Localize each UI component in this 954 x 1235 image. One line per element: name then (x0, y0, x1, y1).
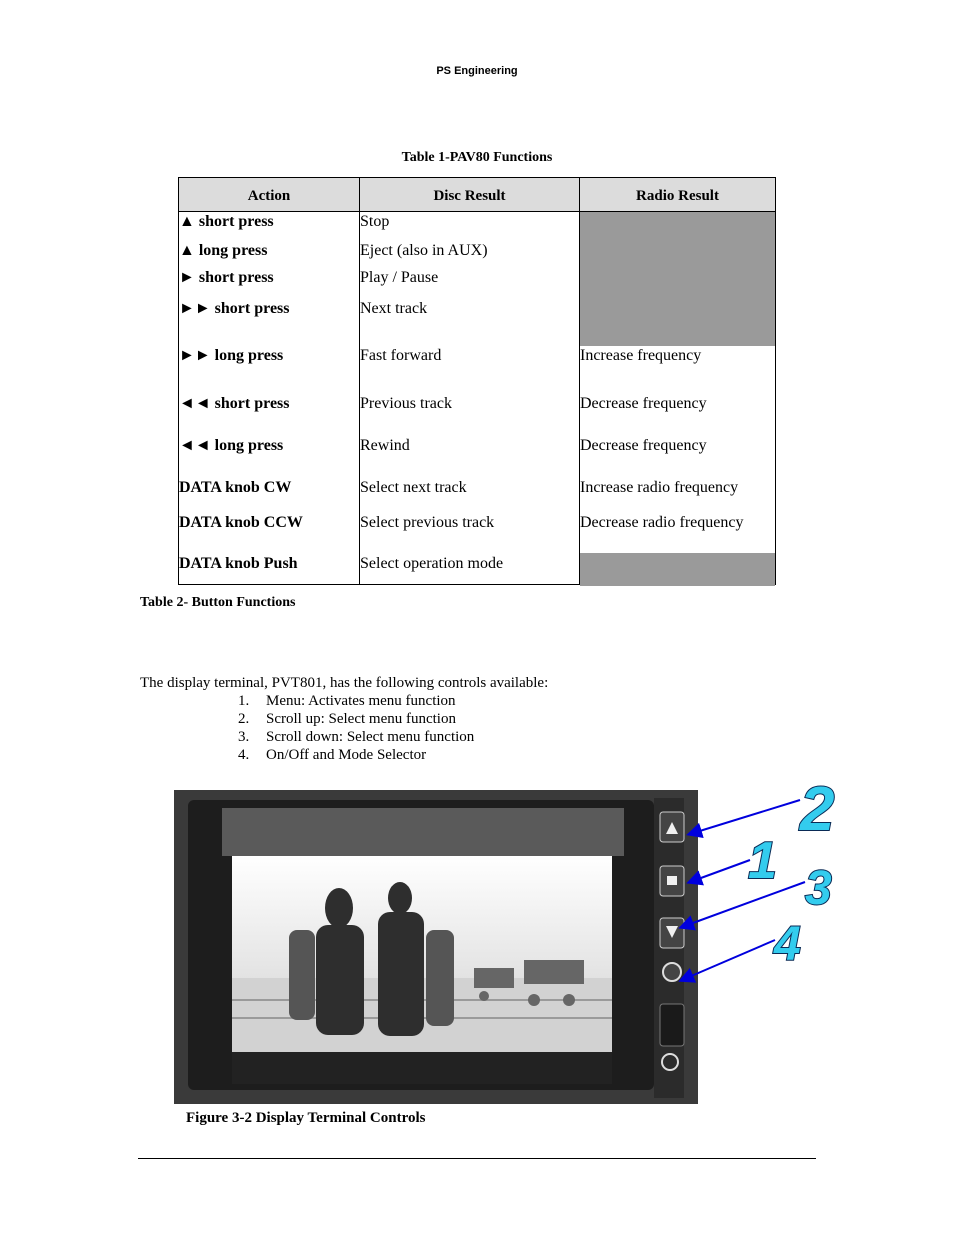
radio-shaded-region (580, 553, 775, 586)
callout-label: 3 (805, 862, 832, 915)
action-cell: DATA knob Push (179, 555, 298, 572)
disc-result-cell: Select next track (360, 479, 467, 496)
radio-result-cell: Increase frequency (580, 347, 702, 364)
action-cell: DATA knob CW (179, 479, 292, 496)
action-cell: ► short press (179, 269, 274, 286)
callout-label: 2 (800, 775, 835, 844)
list-item: 1. Menu: Activates menu function (238, 693, 456, 709)
action-cell: DATA knob CCW (179, 514, 303, 531)
action-header: Action (179, 178, 359, 212)
action-cell: ◄◄ short press (179, 395, 290, 412)
list-item: 4. On/Off and Mode Selector (238, 747, 427, 763)
disc-result-cell: Fast forward (360, 347, 442, 364)
action-cell: ◄◄ long press (179, 437, 284, 454)
display-terminal-photo (174, 790, 698, 1104)
radio-header: Radio Result (580, 178, 775, 212)
action-cell: ▲ long press (179, 242, 268, 259)
page-header: PS Engineering (436, 65, 518, 77)
table2-caption: Table 2- Button Functions (140, 595, 296, 610)
disc-result-cell: Rewind (360, 437, 410, 454)
figure-caption: Figure 3-2 Display Terminal Controls (186, 1110, 426, 1126)
list-item: 2. Scroll up: Select menu function (238, 711, 456, 727)
disc-header: Disc Result (360, 178, 579, 212)
action-cell: ►► short press (179, 300, 290, 317)
callout-annotations (640, 770, 860, 1010)
disc-result-cell: Select operation mode (360, 555, 504, 572)
disc-result-cell: Play / Pause (360, 269, 439, 286)
disc-result-cell: Select previous track (360, 514, 495, 531)
button-functions-table (178, 177, 776, 585)
action-cell: ▲ short press (179, 213, 274, 230)
footer-divider (138, 1158, 816, 1159)
radio-shaded-region (580, 212, 775, 346)
list-item: 3. Scroll down: Select menu function (238, 729, 475, 745)
disc-result-cell: Next track (360, 300, 428, 317)
radio-column (580, 177, 776, 585)
table1-caption: Table 1-PAV80 Functions (401, 150, 553, 165)
callout-label: 4 (774, 918, 801, 971)
callout-label: 1 (748, 832, 777, 890)
controls-list (238, 692, 474, 764)
radio-result-cell: Decrease radio frequency (580, 514, 744, 531)
arrow-icon (682, 940, 775, 980)
radio-result-cell: Decrease frequency (580, 437, 707, 454)
action-column (178, 177, 359, 585)
radio-result-cell: Decrease frequency (580, 395, 707, 412)
arrow-icon (690, 800, 800, 834)
intro-paragraph: The display terminal, PVT801, has the following controls available: (140, 675, 549, 691)
disc-column (359, 177, 580, 585)
disc-result-cell: Eject (also in AUX) (360, 242, 488, 259)
disc-result-cell: Stop (360, 213, 390, 230)
action-cell: ►► long press (179, 347, 284, 364)
arrow-icon (690, 860, 750, 882)
disc-result-cell: Previous track (360, 395, 452, 412)
radio-result-cell: Increase radio frequency (580, 479, 739, 496)
